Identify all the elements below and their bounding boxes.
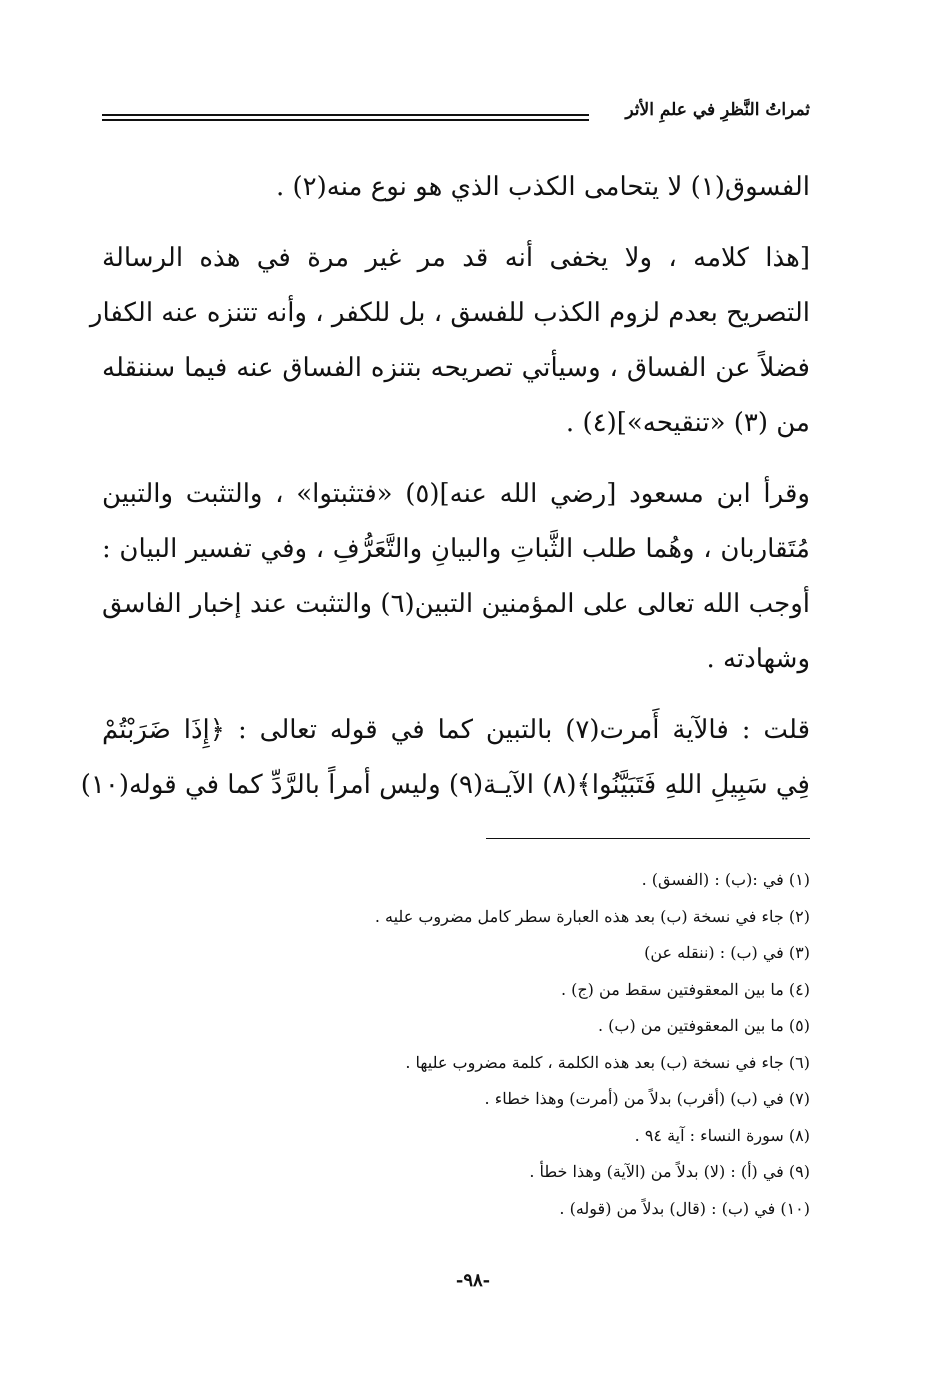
text-line: أوجب الله تعالى على المؤمنين التبين(٦) والتثبت عند إخبار الفاسق: [102, 589, 810, 619]
footnote: (١) في :(ب) : (الفسق) .: [641, 870, 810, 889]
footnote: (٥) ما بين المعقوفتين من (ب) .: [597, 1016, 810, 1035]
footnote: (٣) في (ب) : (ننقله عن): [644, 943, 810, 962]
text-line: وشهادته .: [706, 644, 810, 674]
header-title: ثمراتُ النَّظرِ في علمِ الأثر: [625, 100, 810, 120]
main-text: [80, 160, 810, 829]
paragraph-1: [102, 160, 810, 215]
footnote: (٨) سورة النساء : آية ٩٤ .: [634, 1125, 810, 1145]
text-line: من (٣) «تنقيحه»](٤) .: [565, 408, 810, 438]
text-line: مُتَقاربان ، وهُما طلب الثَّباتِ والبيانِ والتَّعَرُّفِ ، وفي تفسير البيان :: [102, 534, 810, 564]
text-line: فضلاً عن الفساق ، وسيأتي تصريحه بتنزه الفساق عنه فيما سننقله: [102, 353, 810, 383]
text-line: قلت : فالآية أَمرت(٧) بالتبين كما في قوله تعالى : ﴿إِذَا ضَرَبْتُمْ: [102, 715, 810, 745]
footnote: (٢) جاء في نسخة (ب) بعد هذه العبارة سطر كامل مضروب عليه .: [374, 906, 810, 926]
header-double-rule: [102, 114, 589, 121]
footnote: (٩) في (أ) : (لا) بدلاً من (الآية) وهذا خطأ .: [529, 1162, 810, 1181]
footnote: (٦) جاء في نسخة (ب) بعد هذه الكلمة ، كلمة مضروب عليها .: [405, 1052, 810, 1072]
text-line: التصريح بعدم لزوم الكذب للفسق ، بل للكفر ، وأنه تتنزه عنه الكفار: [89, 298, 810, 328]
paragraph-3: [102, 467, 810, 687]
footnote: (٧) في (ب) (أقرب) بدلاً من (أمرت) وهذا خطاء .: [484, 1089, 810, 1108]
running-header: [102, 100, 810, 140]
text-line: [هذا كلامه ، ولا يخفى أنه قد مر غير مرة في هذه الرسالة: [102, 243, 810, 273]
paragraph-2: [89, 231, 810, 451]
footnote: (١٠) في (ب) : (قال) بدلاً من (قوله) .: [559, 1198, 810, 1218]
footnote: (٤) ما بين المعقوفتين سقط من (ج) .: [560, 979, 810, 999]
footnote-separator: [486, 838, 810, 839]
page-number: -٩٨-: [455, 1270, 491, 1291]
paragraph-4: [80, 703, 810, 813]
text-line: الفسوق(١) لا يتحامى الكذب الذي هو نوع منه(٢) .: [275, 172, 810, 202]
text-line: فِي سَبِيلِ اللهِ فَتَبَيَّنُوا﴾(٨) الآيـة(٩) وليس أمراً بالرَّدِّ كما في قوله(١٠): [80, 770, 810, 800]
footnotes: [102, 862, 810, 1227]
text-line: وقرأ ابن مسعود [رضي الله عنه](٥) «فتثبتوا» ، والتثبت والتبين: [102, 479, 810, 509]
